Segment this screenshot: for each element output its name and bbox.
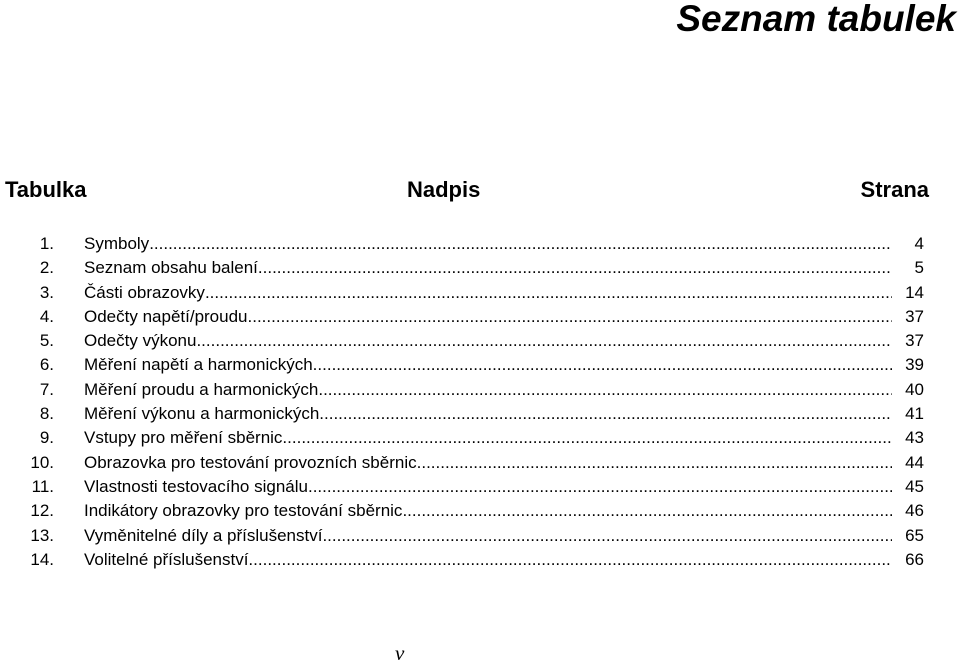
- entry-page: 4: [914, 234, 924, 253]
- column-header-table: Tabulka: [5, 177, 87, 202]
- entry-title-line: [84, 402, 892, 426]
- entry-title: Obrazovka pro testování provozních sběrnic: [84, 452, 417, 472]
- entry-title-line: [84, 281, 892, 305]
- entry-title-line: [84, 548, 892, 572]
- entry-page: 39: [905, 355, 924, 375]
- table-entry-4[interactable]: [0, 305, 960, 329]
- entry-number: 9.: [39, 428, 54, 448]
- entry-title: Měření proudu a harmonických: [84, 379, 319, 399]
- entry-title: Seznam obsahu balení: [84, 258, 258, 278]
- entry-title: Měření napětí a harmonických: [84, 355, 313, 375]
- entry-title: Odečty výkonu: [84, 331, 197, 351]
- table-entry-12[interactable]: [0, 499, 960, 523]
- table-entry-5[interactable]: [0, 329, 960, 353]
- entry-number: 4.: [39, 306, 54, 326]
- entry-title-line: [84, 305, 892, 329]
- table-entry-2[interactable]: [0, 256, 960, 280]
- entry-title: Části obrazovky: [84, 282, 205, 302]
- entry-title-line: [84, 378, 892, 402]
- entry-page: 40: [905, 379, 924, 399]
- entry-title: Vstupy pro měření sběrnic: [84, 428, 283, 448]
- entry-number: 12.: [30, 501, 54, 521]
- entry-title: Odečty napětí/proudu: [84, 306, 248, 326]
- dot-leader: [402, 499, 892, 523]
- entry-page: 66: [905, 549, 924, 569]
- entry-number: 5.: [39, 331, 54, 351]
- table-entry-10[interactable]: [0, 451, 960, 475]
- entry-number: 2.: [39, 258, 54, 278]
- entry-title: Indikátory obrazovky pro testování sběrnic: [84, 501, 403, 521]
- dot-leader: [313, 353, 892, 377]
- entry-title-line: [84, 426, 892, 450]
- entry-page: 41: [905, 404, 924, 424]
- entry-title: Vyměnitelné díly a příslušenství: [84, 525, 323, 545]
- table-entry-13[interactable]: [0, 524, 960, 548]
- entry-title-line: [84, 353, 892, 377]
- entry-title-line: [84, 475, 892, 499]
- table-entry-3[interactable]: [0, 281, 960, 305]
- entry-page: 46: [905, 501, 924, 521]
- dot-leader: [258, 256, 892, 280]
- entry-number: 10.: [30, 452, 54, 472]
- entry-title-line: [84, 524, 892, 548]
- entry-page: 37: [905, 331, 924, 351]
- table-entry-9[interactable]: [0, 426, 960, 450]
- entry-number: 3.: [39, 282, 54, 302]
- table-entry-7[interactable]: [0, 378, 960, 402]
- dot-leader: [282, 426, 892, 450]
- entry-title: Vlastnosti testovacího signálu: [84, 476, 308, 496]
- table-entry-11[interactable]: [0, 475, 960, 499]
- entry-number: 11.: [31, 476, 54, 496]
- entry-page: 14: [905, 282, 924, 302]
- column-header-page: Strana: [860, 177, 929, 202]
- entry-number: 6.: [39, 355, 54, 375]
- entry-page: 45: [905, 476, 924, 496]
- entry-title-line: [84, 451, 892, 475]
- entry-number: 13.: [30, 525, 54, 545]
- table-entry-1[interactable]: [0, 232, 960, 256]
- column-header-title: Nadpis: [407, 177, 481, 202]
- dot-leader: [417, 451, 892, 475]
- entry-title-line: [84, 329, 892, 353]
- entry-number: 8.: [39, 404, 54, 424]
- table-entry-8[interactable]: [0, 402, 960, 426]
- entry-number: 14.: [30, 549, 54, 569]
- entry-title: Symboly: [84, 234, 150, 253]
- entry-page: 44: [905, 452, 924, 472]
- entry-number: 7.: [39, 379, 54, 399]
- entry-number: 1.: [39, 234, 54, 253]
- table-entry-14[interactable]: [0, 548, 960, 572]
- dot-leader: [149, 232, 892, 256]
- entry-page: 37: [905, 306, 924, 326]
- footer-page-number: v: [395, 641, 405, 665]
- dot-leader: [322, 524, 892, 548]
- entry-page: 5: [914, 258, 924, 278]
- entry-title: Měření výkonu a harmonických: [84, 404, 320, 424]
- page-title: Seznam tabulek: [676, 0, 956, 39]
- dot-leader: [248, 305, 892, 329]
- dot-leader: [319, 402, 892, 426]
- dot-leader: [196, 329, 892, 353]
- entry-title-line: [84, 232, 892, 256]
- table-list: [0, 232, 960, 572]
- entry-page: 65: [905, 525, 924, 545]
- dot-leader: [248, 548, 892, 572]
- entry-title-line: [84, 256, 892, 280]
- dot-leader: [318, 378, 892, 402]
- dot-leader: [308, 475, 892, 499]
- dot-leader: [205, 281, 892, 305]
- entry-page: 43: [905, 428, 924, 448]
- entry-title: Volitelné příslušenství: [84, 549, 249, 569]
- entry-title-line: [84, 499, 892, 523]
- table-entry-6[interactable]: [0, 353, 960, 377]
